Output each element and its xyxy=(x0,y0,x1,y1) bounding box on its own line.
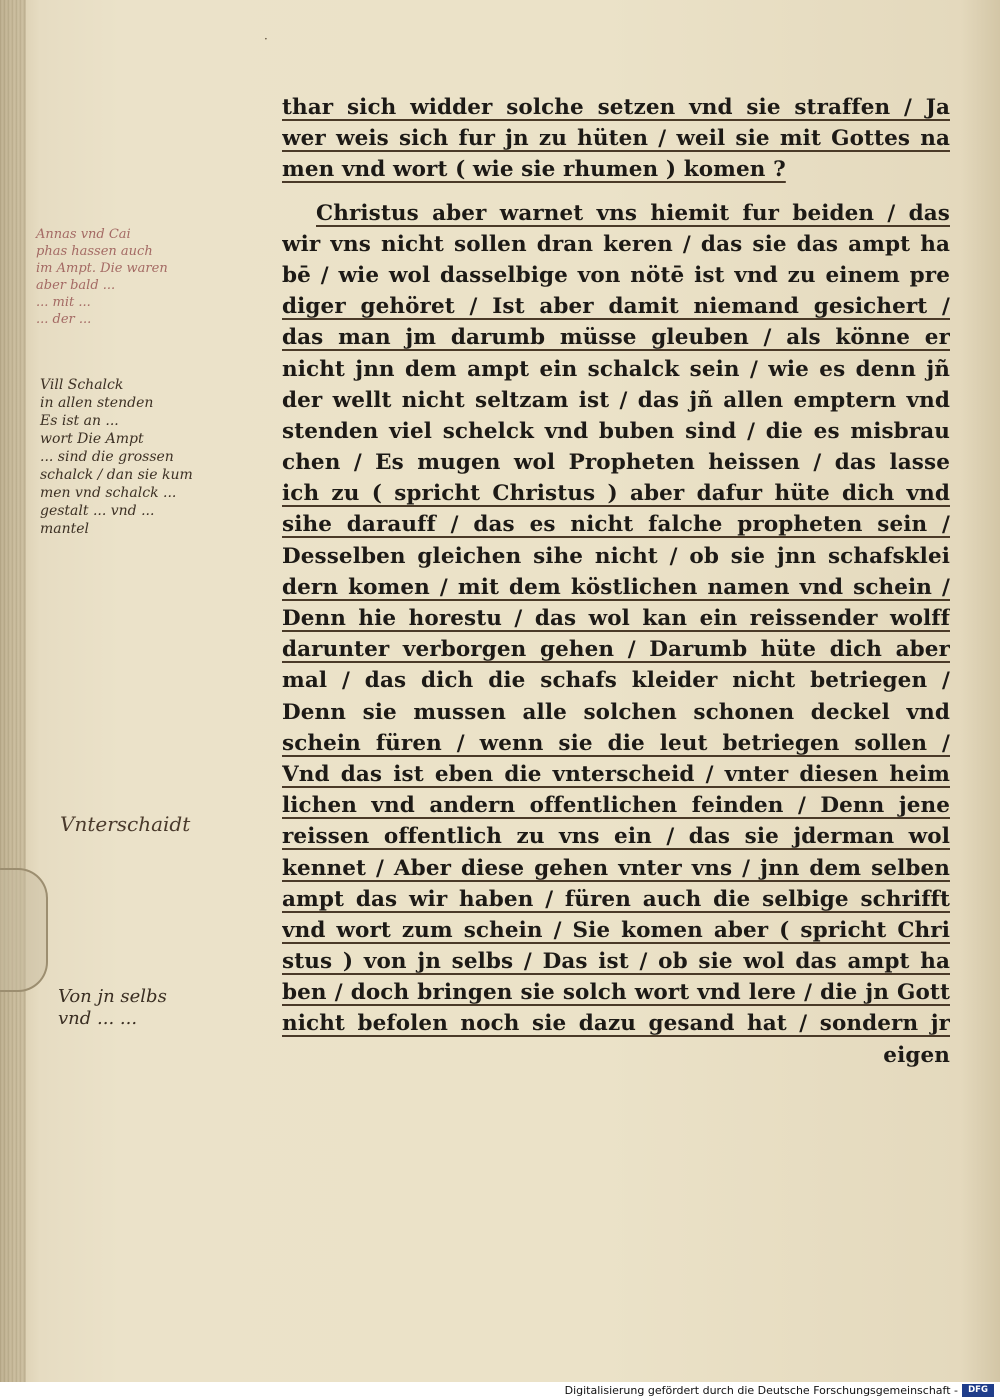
page-mark: · xyxy=(264,32,268,46)
text-line: nicht befolen noch sie dazu gesand hat / sondern jr xyxy=(282,1011,950,1037)
text-line: chen / Es mugen wol Propheten heissen / das lasse xyxy=(282,450,950,476)
margin-note-unterscheid: Vnterschaidt xyxy=(60,812,191,836)
text-line: dern komen / mit dem köstlichen namen vnd schein / xyxy=(282,574,950,600)
margin-note-red: Annas vnd Cai phas hassen auch im Ampt. Die waren aber bald ... ... mit ... ... der ... xyxy=(36,227,168,327)
text-line: Christus aber warnet vns hiemit fur beiden / das xyxy=(316,200,950,226)
dfg-logo-icon: DFG xyxy=(962,1384,994,1397)
text-line: Denn hie horestu / das wol kan ein reissender wolff xyxy=(282,606,950,631)
text-line: kennet / Aber diese gehen vnter vns / jnn dem selben xyxy=(282,855,950,881)
catchword: eigen xyxy=(883,1042,950,1068)
book-clasp xyxy=(0,868,48,992)
main-text-block xyxy=(282,92,950,1071)
text-line: das man jm darumb müsse gleuben / als könne er xyxy=(282,325,950,351)
text-line: stus ) von jn selbs / Das ist / ob sie wol das ampt ha xyxy=(282,949,950,975)
text-line: diger gehöret / Ist aber damit niemand gesichert / xyxy=(282,294,950,320)
text-line: nicht jnn dem ampt ein schalck sein / wie es denn jñ xyxy=(282,356,950,382)
text-line: der wellt nicht seltzam ist / das jñ allen emptern vnd xyxy=(282,387,950,413)
text-line: Denn sie mussen alle solchen schonen deckel vnd xyxy=(282,699,950,725)
text-line: darunter verborgen gehen / Darumb hüte dich aber xyxy=(282,637,950,663)
text-line: lichen vnd andern offentlichen feinden / Denn jene xyxy=(282,793,950,819)
text-line: reissen offentlich zu vns ein / das sie jderman wol xyxy=(282,824,950,850)
paragraph-gap xyxy=(282,186,950,198)
footer-bar xyxy=(0,1382,1000,1399)
text-line: men vnd wort ( wie sie rhumen ) komen ? xyxy=(282,157,786,183)
binding-edge xyxy=(0,0,26,1399)
text-line: ampt das wir haben / füren auch die selbige schrifft xyxy=(282,886,950,912)
text-line: Desselben gleichen sihe nicht / ob sie jnn schafsklei xyxy=(282,543,950,569)
text-line: bē / wie wol dasselbige von nötē ist vnd zu einem pre xyxy=(282,262,950,288)
footer-credit: Digitalisierung gefördert durch die Deutsche Forschungsgemeinschaft - xyxy=(564,1384,958,1397)
text-line: Vnd das ist eben die vnterscheid / vnter diesen heim xyxy=(282,761,950,787)
margin-note-von-selbs: Von jn selbs vnd ... ... xyxy=(58,986,167,1029)
margin-note-schalck: Vill Schalck in allen stenden Es ist an ... wort Die Ampt ... sind die grossen schalck / dan sie kum men vnd schalck ... gestalt ... vnd ... mantel xyxy=(40,377,193,537)
text-line: vnd wort zum schein / Sie komen aber ( spricht Chri xyxy=(282,917,950,943)
text-line: stenden viel schelck vnd buben sind / die es misbrau xyxy=(282,418,950,444)
text-line: ben / doch bringen sie solch wort vnd lere / die jn Gott xyxy=(282,980,950,1006)
text-line: ich zu ( spricht Christus ) aber dafur hüte dich vnd xyxy=(282,481,950,507)
text-line: wer weis sich fur jn zu hüten / weil sie mit Gottes na xyxy=(282,126,950,152)
text-line: schein füren / wenn sie die leut betriegen sollen / xyxy=(282,730,950,756)
text-line: sihe darauff / das es nicht falche propheten sein / xyxy=(282,512,950,538)
text-line: thar sich widder solche setzen vnd sie straffen / Ja xyxy=(282,95,950,120)
text-line: wir vns nicht sollen dran keren / das sie das ampt ha xyxy=(282,231,950,257)
text-line: mal / das dich die schafs kleider nicht betriegen / xyxy=(282,668,950,694)
